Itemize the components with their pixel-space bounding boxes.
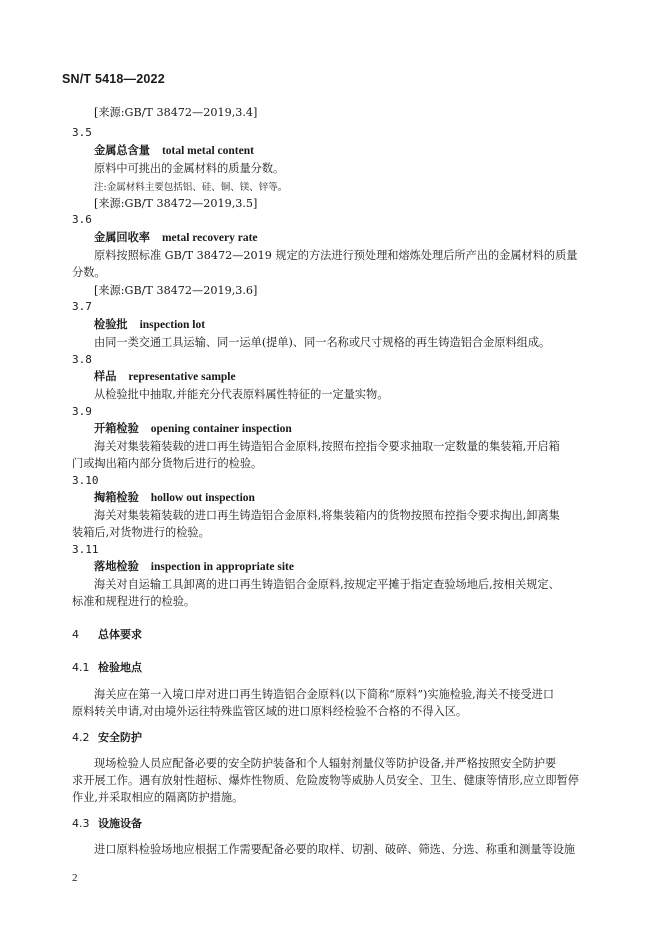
definition-text: 标准和规程进行的检验。 — [72, 595, 196, 608]
section-title: 检验地点 — [98, 661, 142, 674]
standard-code-header: SN/T 5418—2022 — [62, 72, 165, 86]
definition-text: 原料按照标准 GB/T 38472—2019 规定的方法进行预处理和熔炼处理后所产出的金属材料的质量 — [94, 249, 578, 262]
source-note: [来源:GB/T 38472—2019,3.6] — [94, 284, 258, 297]
term-zh: 金属总含量 — [94, 144, 150, 157]
term-heading — [94, 144, 254, 159]
section-heading — [72, 628, 142, 641]
clause-number: 3.8 — [72, 353, 92, 366]
term-en: opening container inspection — [150, 423, 292, 435]
definition-text: 从检验批中抽取,并能充分代表原料属性特征的一定量实物。 — [94, 388, 389, 401]
term-zh: 落地检验 — [94, 560, 139, 573]
page-number: 2 — [72, 872, 78, 884]
source-note: [来源:GB/T 38472—2019,3.4] — [94, 106, 258, 119]
clause-number: 3.6 — [72, 213, 92, 226]
clause-number: 3.9 — [72, 405, 92, 418]
term-heading — [94, 491, 255, 506]
paragraph-text: 作业,并采取相应的隔离防护措施。 — [72, 791, 244, 804]
term-en: hollow out inspection — [150, 492, 255, 504]
term-zh: 掏箱检验 — [94, 491, 139, 504]
term-heading — [94, 560, 294, 575]
definition-text: 门或掏出箱内部分货物后进行的检验。 — [72, 457, 263, 470]
section-number: 4.3 — [72, 817, 90, 830]
section-title: 设施设备 — [98, 817, 142, 830]
term-en: metal recovery rate — [161, 232, 258, 244]
clause-number: 3.11 — [72, 543, 99, 556]
paragraph-text: 求开展工作。遇有放射性超标、爆炸性物质、危险废物等威胁人员安全、卫生、健康等情形,应立即暂停 — [72, 774, 579, 787]
subsection-heading — [72, 661, 142, 674]
term-heading — [94, 422, 292, 437]
definition-text: 海关对集装箱装载的进口再生铸造铝合金原料,将集装箱内的货物按照布控指令要求掏出,卸离集 — [94, 509, 560, 522]
section-number: 4.2 — [72, 731, 90, 744]
paragraph-text: 原料转关申请,对由境外运往特殊监管区域的进口原料经检验不合格的不得入区。 — [72, 705, 468, 718]
definition-text: 原料中可挑出的金属材料的质量分数。 — [94, 162, 285, 175]
term-zh: 检验批 — [94, 318, 128, 331]
term-en: representative sample — [128, 371, 236, 383]
term-zh: 金属回收率 — [94, 231, 150, 244]
section-title: 总体要求 — [98, 628, 142, 641]
term-en: inspection in appropriate site — [150, 561, 294, 573]
term-heading — [94, 231, 258, 246]
clause-number: 3.7 — [72, 300, 92, 313]
definition-text: 海关对自运输工具卸离的进口再生铸造铝合金原料,按规定平摊于指定查验场地后,按相关规定、 — [94, 578, 560, 591]
term-en: inspection lot — [139, 319, 206, 331]
note-text: 注:金属材料主要包括铝、硅、铜、镁、锌等。 — [94, 182, 288, 193]
paragraph-text: 现场检验人员应配备必要的安全防护装备和个人辐射剂量仪等防护设备,并严格按照安全防护要 — [94, 757, 557, 770]
definition-text: 由同一类交通工具运输、同一运单(提单)、同一名称或尺寸规格的再生铸造铝合金原料组成。 — [94, 336, 551, 349]
term-heading — [94, 370, 236, 385]
term-heading — [94, 318, 205, 333]
clause-number: 3.10 — [72, 474, 99, 487]
subsection-heading — [72, 731, 142, 744]
term-zh: 开箱检验 — [94, 422, 139, 435]
paragraph-text: 海关应在第一入境口岸对进口再生铸造铝合金原料(以下简称“原料”)实施检验,海关不接受进口 — [94, 688, 555, 701]
term-zh: 样品 — [94, 370, 117, 383]
term-en: total metal content — [161, 145, 254, 157]
definition-text: 海关对集装箱装载的进口再生铸造铝合金原料,按照布控指令要求抽取一定数量的集装箱,开启箱 — [94, 440, 560, 453]
paragraph-text: 进口原料检验场地应根据工作需要配备必要的取样、切割、破碎、筛选、分选、称重和测量等设施 — [94, 843, 576, 856]
definition-text: 分数。 — [72, 266, 106, 279]
section-title: 安全防护 — [98, 731, 142, 744]
subsection-heading — [72, 817, 142, 830]
section-number: 4.1 — [72, 661, 90, 674]
section-number: 4 — [72, 628, 79, 641]
clause-number: 3.5 — [72, 126, 92, 139]
definition-text: 装箱后,对货物进行的检验。 — [72, 526, 210, 539]
source-note: [来源:GB/T 38472—2019,3.5] — [94, 197, 258, 210]
